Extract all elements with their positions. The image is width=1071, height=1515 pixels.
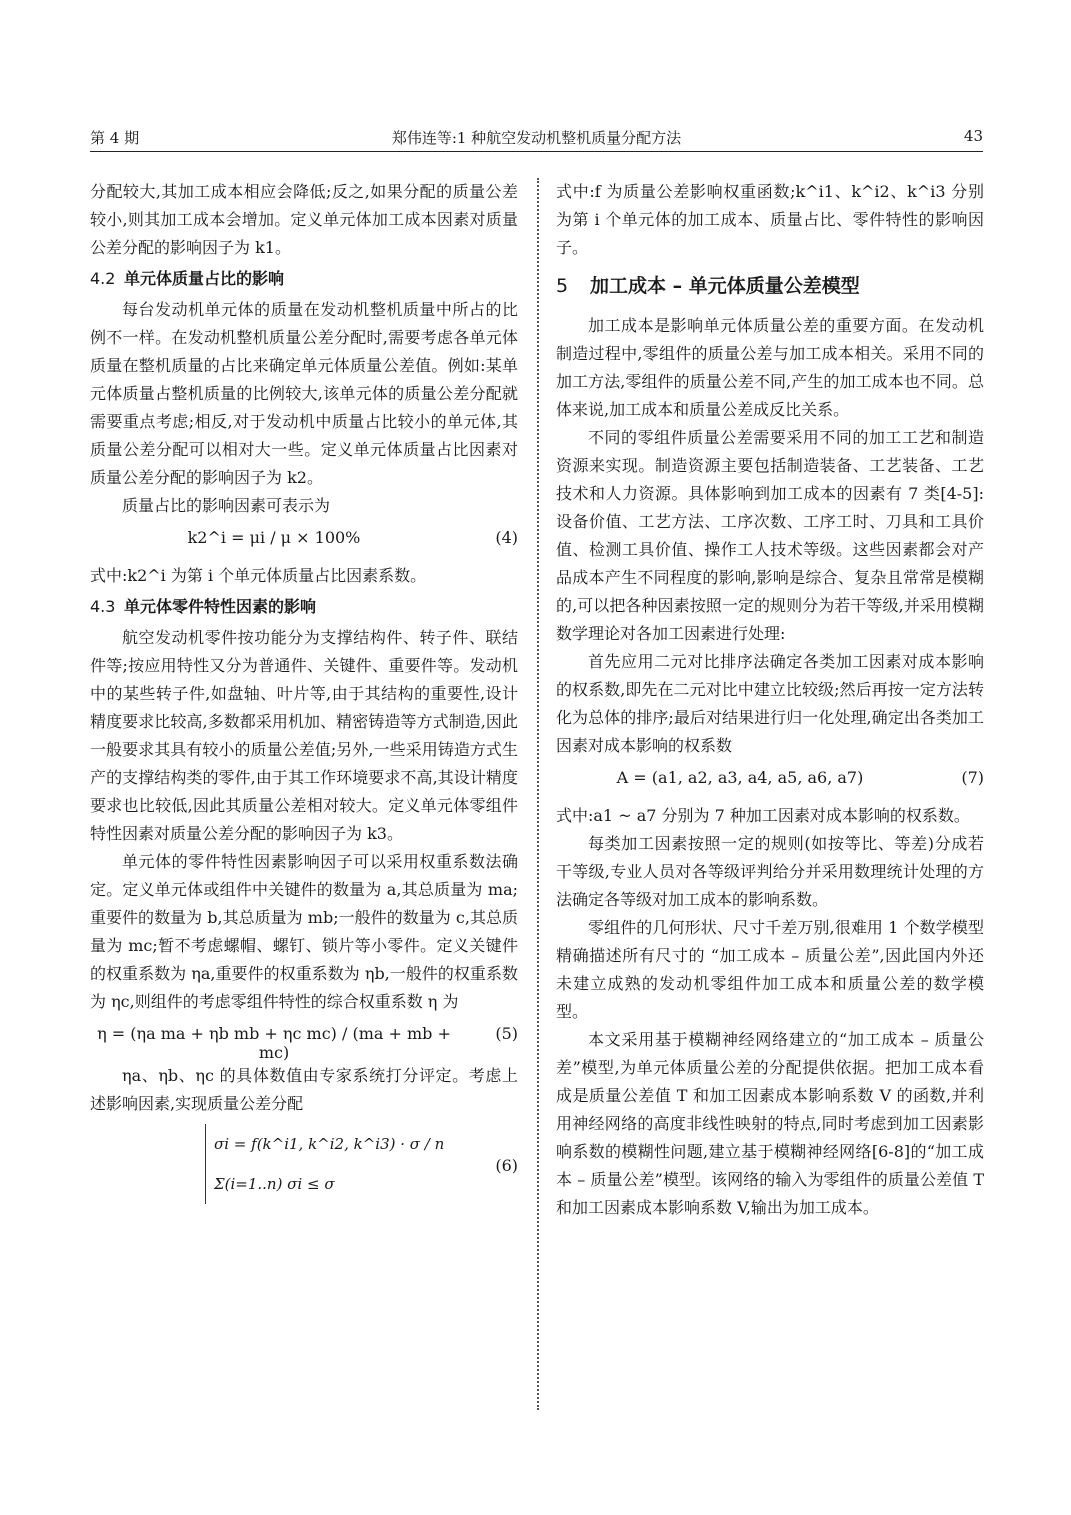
paragraph: 式中:k2^i 为第 i 个单元体质量占比因素系数。 bbox=[90, 566, 427, 585]
paragraph: 单元体的零件特性因素影响因子可以采用权重系数法确定。定义单元体或组件中关键件的数量为 a,其总质量为 ma;重要件的数量为 b,其总质量为 mb;一般件的数量为 c,其总质量为 mc;暂不考虑螺帽、螺钉、锁片等小零件。定义关键件的权重系数为 ηa,重要件的权重系数为 ηb,一般件的权重系数为 ηc,则组件的考虑零组件特性的综合权重系数 η 为 bbox=[90, 852, 518, 1011]
paragraph: 每台发动机单元体的质量在发动机整机质量中所占的比例不一样。在发动机整机质量公差分配时,需要考虑各单元体质量在整机质量的占比来确定单元体质量公差值。例如:某单元体质量占整机质量的比例较大,该单元体的质量公差分配就需要重点考虑;相反,对于发动机中质量占比较小的单元体,其质量公差分配可以相对大一些。定义单元体质量占比因素对质量公差分配的影响因子为 k2。 bbox=[90, 300, 518, 487]
section-heading-4-3: 4.3 单元体零件特性因素的影响 bbox=[90, 597, 317, 616]
paragraph: ηa、ηb、ηc 的具体数值由专家系统打分评定。考虑上述影响因素,实现质量公差分配 bbox=[90, 1066, 518, 1113]
issue-number: 第 4 期 bbox=[90, 129, 140, 147]
paragraph: 分配较大,其加工成本相应会降低;反之,如果分配的质量公差较小,则其加工成本会增加。定义单元体加工成本因素对质量公差分配的影响因子为 k1。 bbox=[90, 182, 518, 257]
section-heading-4-2: 4.2 单元体质量占比的影响 bbox=[90, 269, 285, 288]
paragraph: 航空发动机零件按功能分为支撑结构件、转子件、联结件等;按应用特性又分为普通件、关键件、重要件等。发动机中的某些转子件,如盘轴、叶片等,由于其结构的重要性,设计精度要求比较高,多数都采用机加、精密铸造等方式制造,因此一般要求其具有较小的质量公差值;另外,一些采用铸造方式生产的支撑结构类的零件,由于其工作环境要求不高,其设计精度要求也比较低,因此其质量公差相对较大。定义单元体零组件特性因素对质量公差分配的影响因子为 k3。 bbox=[90, 628, 518, 843]
paragraph: 加工成本是影响单元体质量公差的重要方面。在发动机制造过程中,零组件的质量公差与加工成本相关。采用不同的加工方法,零组件的质量公差不同,产生的加工成本也不同。总体来说,加工成本和质量公差成反比关系。 bbox=[556, 316, 984, 419]
paragraph: 式中:a1 ~ a7 分别为 7 种加工因素对成本影响的权系数。 bbox=[556, 806, 970, 825]
section-heading-5: 5 加工成本 – 单元体质量公差模型 bbox=[556, 275, 860, 297]
equation-number: (4) bbox=[495, 528, 518, 547]
equation-system bbox=[205, 1124, 444, 1204]
equation-body: η = (ηa ma + ηb mb + ηc mc) / (ma + mb + mc) bbox=[97, 1024, 451, 1062]
left-column bbox=[90, 178, 518, 1218]
equation-number: (5) bbox=[495, 1024, 518, 1043]
paragraph: 每类加工因素按照一定的规则(如按等比、等差)分成若干等级,专业人员对各等级评判给分并采用数理统计处理的方法确定各等级对加工成本的影响系数。 bbox=[556, 834, 984, 909]
equation-6 bbox=[90, 1118, 518, 1218]
running-title: 郑伟连等:1 种航空发动机整机质量分配方法 bbox=[391, 129, 682, 147]
paragraph: 质量占比的影响因素可表示为 bbox=[122, 496, 331, 515]
paragraph: 首先应用二元对比排序法确定各类加工因素对成本影响的权系数,即先在二元对比中建立比较级;然后再按一定方法转化为总体的排序;最后对结果进行归一化处理,确定出各类加工因素对成本影响的权系数 bbox=[556, 652, 984, 755]
page-number: 43 bbox=[963, 127, 983, 145]
right-column bbox=[556, 178, 984, 1222]
paragraph: 本文采用基于模糊神经网络建立的“加工成本 – 质量公差”模型,为单元体质量公差的分配提供依据。把加工成本看成是质量公差值 T 和加工因素成本影响系数 V 的函数,并利用神经网络的高度非线性映射的特点,同时考虑到加工因素影响系数的模糊性问题,建立基于模糊神经网络[6-8]的“加工成本 – 质量公差”模型。该网络的输入为零组件的质量公差值 T 和加工因素成本影响系数 V,输出为加工成本。 bbox=[556, 1030, 984, 1217]
equation-7 bbox=[556, 760, 984, 802]
paragraph: 不同的零组件质量公差需要采用不同的加工工艺和制造资源来实现。制造资源主要包括制造装备、工艺装备、工艺技术和人力资源。具体影响到加工成本的因素有 7 类[4-5]:设备价值、工艺方法、工序次数、工序工时、刀具和工具价值、检测工具价值、操作工人技术等级。这些因素都会对产品成本产生不同程度的影响,影响是综合、复杂且常常是模糊的,可以把各种因素按照一定的规则分为若干等级,并采用模糊数学理论对各加工因素进行处理: bbox=[556, 428, 984, 643]
equation-4 bbox=[90, 520, 518, 562]
running-header bbox=[90, 127, 983, 152]
column-divider bbox=[537, 178, 539, 1410]
equation-body: k2^i = μi / μ × 100% bbox=[187, 528, 361, 547]
equation-body: A = (a1, a2, a3, a4, a5, a6, a7) bbox=[616, 768, 864, 787]
equation-number: (6) bbox=[495, 1156, 518, 1175]
equation-number: (7) bbox=[961, 768, 984, 787]
equation-5 bbox=[90, 1016, 518, 1062]
equation-line: σi = f(k^i1, k^i2, k^i3) · σ / n bbox=[214, 1135, 445, 1153]
equation-line: Σ(i=1..n) σi ≤ σ bbox=[214, 1175, 335, 1193]
paragraph: 式中:f 为质量公差影响权重函数;k^i1、k^i2、k^i3 分别为第 i 个单元体的加工成本、质量占比、零件特性的影响因子。 bbox=[556, 182, 984, 257]
paragraph: 零组件的几何形状、尺寸千差万别,很难用 1 个数学模型精确描述所有尺寸的 “加工成本 – 质量公差”,因此国内外还未建立成熟的发动机零组件加工成本和质量公差的数学模型。 bbox=[556, 918, 984, 1021]
